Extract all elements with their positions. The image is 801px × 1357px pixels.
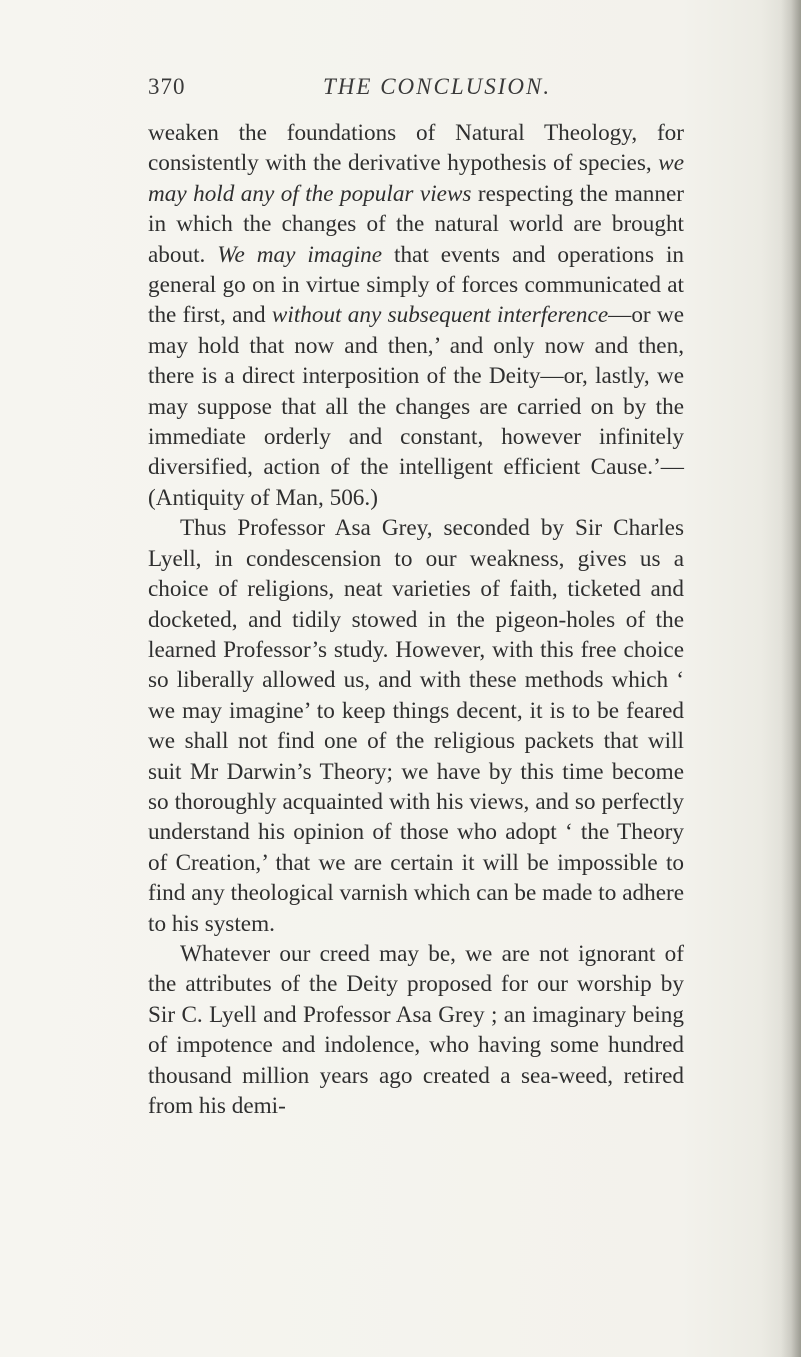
paragraph-2 (148, 513, 684, 939)
page-edge-shadow (781, 0, 801, 1357)
italic-segment: We may imagine (217, 241, 383, 268)
text-segment: Thus Professor Asa Grey, seconded by Sir Charles Lyell, in condescension to our weakness, gives us a choice of religions, neat varieties of faith, ticketed and docketed, and tidily stowed in the pigeon-holes of the learned Professor’s study. However, with this free choice so liberally allowed us, and with these methods which ‘ we may imagine’ to keep things decent, it is to be feared we shall not find one of the religious packets that will suit Mr Darwin’s Theory; we have by this time become so thoroughly acquainted with his views, and so perfectly understand his opinion of those who adopt ‘ the Theory of Creation,’ that we are certain it will be impossible to find any theological varnish which can be made to adhere to his system. (148, 515, 684, 937)
text-segment: Whatever our creed may be, we are not ignorant of the attributes of the Deity proposed for our worship by Sir C. Lyell and Professor Asa Grey ; an imaginary being of impotence and indolence, who having some hundred thousand million years ago created a sea-weed, retired from his demi- (148, 940, 684, 1119)
text-segment: that events and operations in general go on in virtue simply of forces communicated at the first, and (148, 241, 684, 329)
text-segment: —or we may hold that now and then,’ and only now and then, there is a direct interposition of the Deity—or, lastly, we may suppose that all the changes are carried on by the immediate orderly and constant, however infinitely diversified, action of the intelligent efficient Cause.’—(Antiquity of Man, 506.) (148, 302, 684, 511)
running-title: THE CONCLUSION. (323, 74, 552, 99)
paragraph-1 (148, 118, 684, 513)
body-text (148, 118, 684, 1121)
italic-segment: we may hold any of the popular views (148, 150, 684, 207)
text-segment: weaken the foundations of Natural Theology, for consistently with the derivative hypothesis of species, (148, 120, 684, 177)
paragraph-3 (148, 939, 684, 1121)
text-segment: respecting the manner in which the changes of the natural world are brought about. (148, 180, 684, 268)
page-number: 370 (148, 74, 186, 99)
page-header (148, 74, 680, 108)
italic-segment: without any subsequent interference (271, 302, 609, 329)
